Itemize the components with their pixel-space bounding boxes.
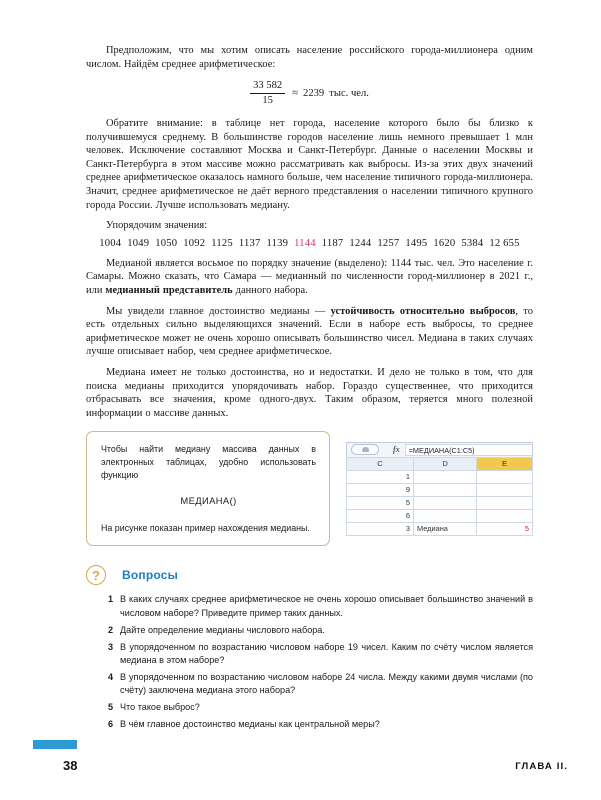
median-text-part-a: Медианой является восьмое по порядку значение (выделено): 1144 тыс. чел. Это население г. Самары. Можно сказать, что Самара — медианный по численности город-миллионер в 2021 г., или: [86, 257, 533, 296]
cell-d3[interactable]: [413, 496, 476, 509]
cell-e1[interactable]: [477, 470, 533, 483]
cell-e3[interactable]: [477, 496, 533, 509]
cell-d4[interactable]: [413, 509, 476, 522]
cell-e5-result[interactable]: 5: [477, 522, 533, 535]
callout-section: [86, 431, 533, 546]
question-number: 3: [108, 641, 114, 652]
paragraph-intro: Предположим, что мы хотим описать население российского города-миллионера одним числом. Найдём среднее арифметическое:: [86, 45, 533, 70]
question-item: [108, 593, 533, 620]
fraction: [250, 80, 285, 106]
ordered-value: 1244: [349, 237, 372, 249]
paragraph-order-values: Упорядочим значения:: [106, 220, 208, 232]
ordered-value: 1125: [211, 237, 233, 249]
column-header-d[interactable]: D: [413, 457, 476, 470]
ordered-value: 1050: [155, 237, 178, 249]
question-text: В чём главное достоинство медианы как центральной меры?: [120, 719, 380, 730]
ordered-value-median: 1144: [294, 237, 316, 249]
column-header-row: [347, 457, 533, 470]
ordered-value: 1049: [127, 237, 150, 249]
question-item: [108, 624, 533, 637]
formula-units: тыс. чел.: [329, 87, 369, 99]
name-box-glyph-icon: [362, 447, 369, 452]
robustness-text-part-b: , то есть отдельных сильно выделяющихся значений. Если в наборе есть выбросы, то среднее арифметическое может не очень хорошо описывать большинство чисел. Медиана в таких случаях лучше описывает набор, чем среднее арифметическое.: [86, 305, 533, 358]
questions-list: [86, 593, 533, 731]
questions-header: [86, 564, 533, 586]
question-text: В каких случаях среднее арифметическое не очень хорошо описывает большинство значений в числовом наборе? Приведите пример таких данных.: [120, 594, 533, 618]
questions-section: [86, 564, 533, 731]
ordered-value: 1620: [433, 237, 456, 249]
question-text: Дайте определение медианы числового набора.: [120, 624, 325, 635]
median-representative-bold: медианный представитель: [105, 285, 233, 296]
questions-title: Вопросы: [122, 568, 179, 583]
ordered-value: 1495: [405, 237, 428, 249]
callout-function-name: МЕДИАНА(): [180, 495, 237, 507]
cell-e2[interactable]: [477, 483, 533, 496]
ordered-value: 1139: [266, 237, 289, 249]
fraction-numerator: 33 582: [253, 80, 283, 92]
question-number: 2: [108, 624, 114, 635]
spreadsheet: [346, 442, 533, 536]
cell-c5[interactable]: 3: [347, 522, 414, 535]
callout-box: [86, 431, 330, 546]
footer-accent-bar: [33, 740, 77, 749]
page-number: 38: [63, 758, 78, 773]
question-number: 4: [108, 671, 114, 682]
mean-formula: [86, 80, 533, 106]
spreadsheet-figure: [346, 431, 533, 546]
approx-sign: ≈: [292, 87, 299, 99]
spreadsheet-grid: [346, 457, 533, 536]
cell-c2[interactable]: 9: [347, 483, 414, 496]
formula-result: 2239: [303, 87, 325, 99]
question-item: [108, 671, 533, 698]
spreadsheet-row: [347, 522, 533, 535]
question-mark-icon: ?: [86, 565, 106, 585]
column-header-c[interactable]: C: [347, 457, 414, 470]
paragraph-robustness: [86, 305, 533, 359]
question-item: [108, 701, 533, 714]
formula-bar-input[interactable]: =МЕДИАНА(C1:C5): [405, 444, 532, 456]
column-header-e[interactable]: E: [477, 457, 533, 470]
question-text: В упорядоченном по возрастанию числовом наборе 24 числа. Между какими двумя числами (по счёту) заключена медиана этого набора?: [120, 671, 533, 696]
median-text-part-b: данного набора.: [232, 285, 308, 296]
callout-text-bottom: На рисунке показан пример нахождения медианы.: [101, 522, 310, 533]
ordered-value: 5384: [461, 237, 484, 249]
cell-c4[interactable]: 6: [347, 509, 414, 522]
cell-d5[interactable]: Медиана: [413, 522, 476, 535]
formula-bar: [346, 442, 533, 457]
ordered-value: 1187: [321, 237, 344, 249]
question-text: В упорядоченном по возрастанию числовом наборе 19 чисел. Каким по счёту числом является медиана в этом наборе?: [120, 641, 533, 665]
ordered-value: 1092: [183, 237, 206, 249]
cell-d2[interactable]: [413, 483, 476, 496]
ordered-value: 1004: [99, 237, 122, 249]
robustness-text-part-a: Мы увидели главное достоинство медианы —: [106, 305, 331, 317]
page-footer: [0, 734, 601, 800]
question-number: 6: [108, 719, 114, 730]
question-number: 1: [108, 594, 114, 605]
spreadsheet-row: [347, 470, 533, 483]
question-number: 5: [108, 702, 114, 713]
paragraph-drawbacks: Медиана имеет не только достоинства, но и недостатки. И дело не только в том, что для поиска медианы приходится упорядочивать набор. Гораздо существеннее, что приходится отбрасывать все значения, кроме одного-двух. Таким образом, теряется много полезной информации о массиве данных.: [86, 366, 533, 419]
chapter-label: ГЛАВА II.: [515, 761, 568, 772]
spreadsheet-row: [347, 496, 533, 509]
cell-c3[interactable]: 5: [347, 496, 414, 509]
question-item: [108, 718, 533, 731]
fraction-denominator: 15: [250, 93, 285, 106]
cell-c1[interactable]: 1: [347, 470, 414, 483]
fx-icon[interactable]: fx: [393, 445, 400, 455]
ordered-value: 1137: [238, 237, 261, 249]
question-text: Что такое выброс?: [120, 702, 200, 713]
cell-e4[interactable]: [477, 509, 533, 522]
spreadsheet-body: [347, 470, 533, 535]
paragraph-median-definition: [86, 257, 533, 298]
robustness-bold: устойчивость относительно выбросов: [330, 305, 516, 317]
ordered-value: 12 655: [489, 237, 520, 249]
paragraph-outliers: Обратите внимание: в таблице нет города, население которого было бы близко к получившемуся среднему. В большинстве городов население лишь немного превышает 1 млн человек. Исключение составляют Москва и Санкт-Петербург. Данные о населении Москвы и Санкт-Петербурга в этом массиве можно рассматривать как выбросы. Из-за этих двух значений среднее арифметическое оказалось намного больше, чем население типичного города-миллионера. Значит, среднее арифметическое не даёт верного представления о населении типичного крупного города России. Лучше использовать медиану.: [86, 118, 533, 211]
callout-text-top: Чтобы найти медиану массива данных в электронных таблицах, удобно использовать функцию: [101, 444, 316, 480]
name-box[interactable]: [351, 444, 379, 455]
spreadsheet-row: [347, 509, 533, 522]
spreadsheet-row: [347, 483, 533, 496]
ordered-values-list: [86, 238, 533, 249]
question-item: [108, 641, 533, 668]
cell-d1[interactable]: [413, 470, 476, 483]
ordered-value: 1257: [377, 237, 400, 249]
